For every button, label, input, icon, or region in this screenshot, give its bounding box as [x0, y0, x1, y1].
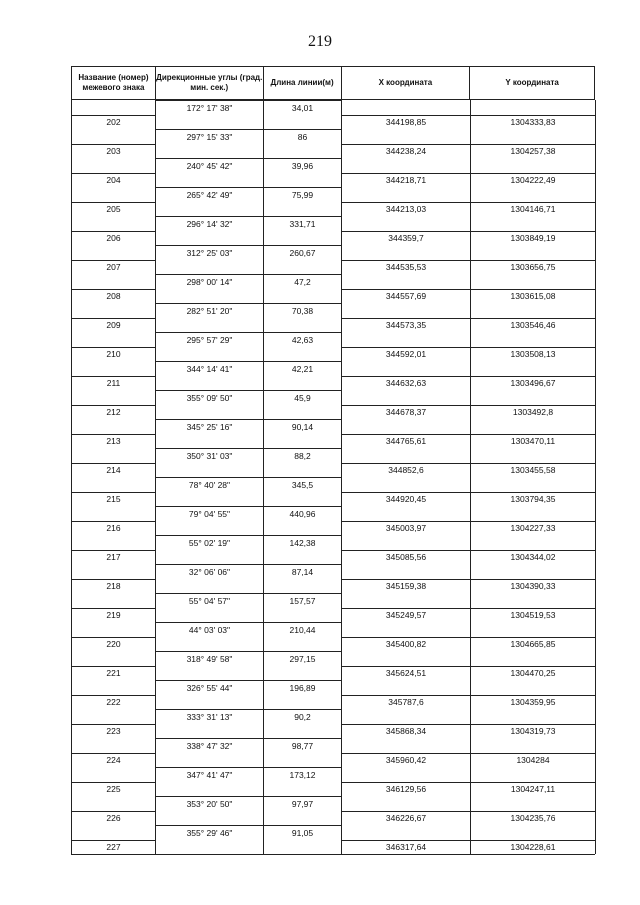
segment-length: 196,89	[264, 680, 342, 695]
segment-x-cell	[342, 361, 471, 376]
segment-x-cell	[342, 535, 471, 550]
point-name: 211	[72, 376, 156, 391]
segment-angle: 326° 55' 44"	[156, 680, 264, 695]
point-name: 221	[72, 666, 156, 681]
point-length-cell	[264, 492, 342, 507]
segment-length: 297,15	[264, 651, 342, 666]
point-y: 1303470,11	[471, 434, 596, 449]
segment-angle: 282° 51' 20"	[156, 303, 264, 318]
point-name: 220	[72, 637, 156, 652]
segment-name-cell	[72, 448, 156, 463]
point-y: 1303455,58	[471, 463, 596, 478]
point-y: 1303508,13	[471, 347, 596, 362]
segment-x-cell	[342, 564, 471, 579]
segment-length: 45,9	[264, 390, 342, 405]
segment-length: 87,14	[264, 564, 342, 579]
segment-y-cell	[471, 564, 596, 579]
point-length-cell	[264, 434, 342, 449]
point-length-cell	[264, 840, 342, 855]
point-name: 202	[72, 115, 156, 130]
point-angle-cell	[156, 173, 264, 188]
point-x: 344678,37	[342, 405, 471, 420]
segment-y-cell	[471, 506, 596, 521]
point-y: 1304470,25	[471, 666, 596, 681]
point-x: 345249,57	[342, 608, 471, 623]
segment-x-cell	[342, 622, 471, 637]
segment-length: 90,14	[264, 419, 342, 434]
point-x: 345159,38	[342, 579, 471, 594]
segment-length: 42,21	[264, 361, 342, 376]
segment-y-cell	[471, 680, 596, 695]
point-y: 1304228,61	[471, 840, 596, 855]
point-length-cell	[264, 550, 342, 565]
segment-x-cell	[342, 796, 471, 811]
header-y: Y координата	[470, 67, 595, 99]
point-x: 344765,61	[342, 434, 471, 449]
point-y: 1304235,76	[471, 811, 596, 826]
segment-name-cell	[72, 274, 156, 289]
point-name: 215	[72, 492, 156, 507]
segment-name-cell	[72, 622, 156, 637]
point-angle-cell	[156, 579, 264, 594]
point-y: 1304247,11	[471, 782, 596, 797]
point-x: 345960,42	[342, 753, 471, 768]
point-x: 344557,69	[342, 289, 471, 304]
segment-length: 173,12	[264, 767, 342, 782]
point-name: 212	[72, 405, 156, 420]
segment-length: 440,96	[264, 506, 342, 521]
point-y: 1303492,8	[471, 405, 596, 420]
segment-angle: 345° 25' 16"	[156, 419, 264, 434]
point-length-cell	[264, 521, 342, 536]
point-length-cell	[264, 724, 342, 739]
point-angle-cell	[156, 376, 264, 391]
segment-angle: 55° 02' 19"	[156, 535, 264, 550]
point-angle-cell	[156, 202, 264, 217]
point-x: 345868,34	[342, 724, 471, 739]
segment-angle: 32° 06' 06"	[156, 564, 264, 579]
point-angle-cell	[156, 637, 264, 652]
point-name: 224	[72, 753, 156, 768]
point-x: 344213,03	[342, 202, 471, 217]
segment-name-cell	[72, 535, 156, 550]
point-angle-cell	[156, 811, 264, 826]
point-length-cell	[264, 231, 342, 246]
segment-y-cell	[471, 796, 596, 811]
segment-name-cell	[72, 158, 156, 173]
point-angle-cell	[156, 347, 264, 362]
segment-name-cell	[72, 651, 156, 666]
segment-x-cell	[342, 216, 471, 231]
segment-angle: 55° 04' 57"	[156, 593, 264, 608]
segment-angle: 78° 40' 28"	[156, 477, 264, 492]
segment-length: 70,38	[264, 303, 342, 318]
segment-x-cell	[342, 303, 471, 318]
point-y: 1303794,35	[471, 492, 596, 507]
segment-name-cell	[72, 506, 156, 521]
segment-x-cell	[342, 448, 471, 463]
segment-angle: 79° 04' 55"	[156, 506, 264, 521]
point-name: 218	[72, 579, 156, 594]
point-name: 223	[72, 724, 156, 739]
point-angle-cell	[156, 782, 264, 797]
point-y: 1304519,53	[471, 608, 596, 623]
point-length-cell	[264, 579, 342, 594]
point-x: 344592,01	[342, 347, 471, 362]
segment-y-cell	[471, 738, 596, 753]
segment-angle: 338° 47' 32"	[156, 738, 264, 753]
point-y: 1304146,71	[471, 202, 596, 217]
table-header	[71, 66, 595, 100]
point-angle-cell	[156, 695, 264, 710]
point-name: 209	[72, 318, 156, 333]
header-name: Название (номер) межевого знака	[72, 67, 156, 99]
segment-y-cell	[471, 216, 596, 231]
point-angle-cell	[156, 550, 264, 565]
segment-length: 157,57	[264, 593, 342, 608]
segment-y-cell	[471, 129, 596, 144]
segment-length: 75,99	[264, 187, 342, 202]
segment-angle: 296° 14' 32"	[156, 216, 264, 231]
point-x: 345624,51	[342, 666, 471, 681]
point-x: 344632,63	[342, 376, 471, 391]
point-name: 225	[72, 782, 156, 797]
segment-length: 42,63	[264, 332, 342, 347]
segment-x-cell	[342, 506, 471, 521]
segment-x-cell	[342, 709, 471, 724]
header-length: Длина линии(м)	[264, 67, 342, 99]
point-length-cell	[264, 463, 342, 478]
segment-y-cell	[471, 767, 596, 782]
segment-length: 47,2	[264, 274, 342, 289]
segment-name-cell	[72, 593, 156, 608]
point-y: 1304227,33	[471, 521, 596, 536]
point-name: 217	[72, 550, 156, 565]
point-x: 346317,64	[342, 840, 471, 855]
segment-x-cell	[342, 680, 471, 695]
point-length-cell	[264, 260, 342, 275]
point-y: 1303656,75	[471, 260, 596, 275]
segment-x-cell	[342, 390, 471, 405]
point-angle-cell	[156, 144, 264, 159]
point-name: 214	[72, 463, 156, 478]
point-x: 344359,7	[342, 231, 471, 246]
segment-name-cell	[72, 129, 156, 144]
segment-y-cell	[471, 825, 596, 840]
point-name: 208	[72, 289, 156, 304]
segment-angle: 350° 31' 03"	[156, 448, 264, 463]
segment-name-cell	[72, 680, 156, 695]
point-x: 345003,97	[342, 521, 471, 536]
segment-y-cell	[471, 709, 596, 724]
segment-name-cell	[72, 187, 156, 202]
segment-x-cell	[342, 419, 471, 434]
point-length-cell	[264, 347, 342, 362]
point-x: 345085,56	[342, 550, 471, 565]
point-y: 1303496,67	[471, 376, 596, 391]
segment-y-cell	[471, 535, 596, 550]
point-angle-cell	[156, 463, 264, 478]
point-name: 204	[72, 173, 156, 188]
point-y: 1303849,19	[471, 231, 596, 246]
point-name: 219	[72, 608, 156, 623]
page-number: 219	[308, 33, 332, 50]
point-x: 344920,45	[342, 492, 471, 507]
segment-y-cell	[471, 477, 596, 492]
segment-y-cell	[471, 332, 596, 347]
point-length-cell	[264, 782, 342, 797]
segment-length: 39,96	[264, 158, 342, 173]
point-name: 216	[72, 521, 156, 536]
segment-angle: 355° 09' 50"	[156, 390, 264, 405]
point-length-cell	[264, 811, 342, 826]
segment-angle: 355° 29' 46"	[156, 825, 264, 840]
point-angle-cell	[156, 231, 264, 246]
point-y: 1304284	[471, 753, 596, 768]
point-x: 344198,85	[342, 115, 471, 130]
segment-length: 91,05	[264, 825, 342, 840]
point-y: 1304390,33	[471, 579, 596, 594]
segment-angle: 353° 20' 50"	[156, 796, 264, 811]
segment-angle: 333° 31' 13"	[156, 709, 264, 724]
segment-angle: 240° 45' 42"	[156, 158, 264, 173]
point-length-cell	[264, 608, 342, 623]
segment-angle: 298° 00' 14"	[156, 274, 264, 289]
segment-y-cell	[471, 390, 596, 405]
segment-y-cell	[471, 274, 596, 289]
segment-x-cell	[342, 825, 471, 840]
point-length-cell	[264, 318, 342, 333]
point-length-cell	[264, 289, 342, 304]
segment-x-cell	[342, 129, 471, 144]
segment-length: 34,01	[264, 100, 342, 115]
coordinates-table	[71, 66, 595, 855]
point-angle-cell	[156, 521, 264, 536]
point-angle-cell	[156, 492, 264, 507]
point-angle-cell	[156, 840, 264, 855]
segment-x-cell	[342, 477, 471, 492]
point-length-cell	[264, 115, 342, 130]
segment-name-cell	[72, 709, 156, 724]
header-x: X координата	[342, 67, 471, 99]
point-angle-cell	[156, 318, 264, 333]
segment-angle: 295° 57' 29"	[156, 332, 264, 347]
segment-x-cell	[342, 332, 471, 347]
segment-x-cell	[342, 593, 471, 608]
point-x: 344218,71	[342, 173, 471, 188]
point-name: 203	[72, 144, 156, 159]
point-angle-cell	[156, 289, 264, 304]
segment-name-cell	[72, 564, 156, 579]
point-y: 1304319,73	[471, 724, 596, 739]
segment-x-cell	[342, 651, 471, 666]
segment-length: 210,44	[264, 622, 342, 637]
point-y: 1303615,08	[471, 289, 596, 304]
segment-angle: 347° 41' 47"	[156, 767, 264, 782]
point-y: 1303546,46	[471, 318, 596, 333]
point-x: 346226,67	[342, 811, 471, 826]
segment-angle: 265° 42' 49"	[156, 187, 264, 202]
segment-name-cell	[72, 767, 156, 782]
segment-length: 142,38	[264, 535, 342, 550]
point-name: 226	[72, 811, 156, 826]
segment-y-cell	[471, 448, 596, 463]
point-angle-cell	[156, 753, 264, 768]
segment-x-cell	[342, 187, 471, 202]
segment-y-cell	[471, 245, 596, 260]
point-x: 344573,35	[342, 318, 471, 333]
segment-y-cell	[471, 361, 596, 376]
segment-y-cell	[471, 100, 596, 115]
segment-y-cell	[471, 187, 596, 202]
segment-name-cell	[72, 332, 156, 347]
segment-y-cell	[471, 158, 596, 173]
point-length-cell	[264, 173, 342, 188]
point-length-cell	[264, 695, 342, 710]
segment-angle: 297° 15' 33"	[156, 129, 264, 144]
segment-y-cell	[471, 651, 596, 666]
point-x: 346129,56	[342, 782, 471, 797]
segment-length: 90,2	[264, 709, 342, 724]
point-length-cell	[264, 202, 342, 217]
segment-x-cell	[342, 245, 471, 260]
point-y: 1304222,49	[471, 173, 596, 188]
point-y: 1304333,83	[471, 115, 596, 130]
segment-name-cell	[72, 390, 156, 405]
segment-angle: 172° 17' 38"	[156, 100, 264, 115]
segment-x-cell	[342, 274, 471, 289]
point-length-cell	[264, 666, 342, 681]
segment-x-cell	[342, 738, 471, 753]
segment-name-cell	[72, 361, 156, 376]
point-name: 227	[72, 840, 156, 855]
segment-x-cell	[342, 767, 471, 782]
segment-name-cell	[72, 245, 156, 260]
point-angle-cell	[156, 115, 264, 130]
point-name: 206	[72, 231, 156, 246]
segment-angle: 344° 14' 41"	[156, 361, 264, 376]
segment-y-cell	[471, 303, 596, 318]
segment-y-cell	[471, 419, 596, 434]
point-angle-cell	[156, 405, 264, 420]
segment-length: 260,67	[264, 245, 342, 260]
point-length-cell	[264, 376, 342, 391]
segment-angle: 44° 03' 03"	[156, 622, 264, 637]
point-name: 222	[72, 695, 156, 710]
segment-name-cell	[72, 419, 156, 434]
point-x: 344535,53	[342, 260, 471, 275]
point-name: 207	[72, 260, 156, 275]
point-angle-cell	[156, 666, 264, 681]
segment-name-cell	[72, 216, 156, 231]
header-angle: Дирекционные углы (град. мин. сек.)	[156, 67, 264, 99]
point-angle-cell	[156, 434, 264, 449]
segment-name-cell	[72, 100, 156, 115]
point-x: 344852,6	[342, 463, 471, 478]
point-y: 1304344,02	[471, 550, 596, 565]
segment-name-cell	[72, 477, 156, 492]
point-length-cell	[264, 144, 342, 159]
segment-name-cell	[72, 825, 156, 840]
segment-length: 345,5	[264, 477, 342, 492]
point-x: 345787,6	[342, 695, 471, 710]
point-y: 1304257,38	[471, 144, 596, 159]
point-angle-cell	[156, 608, 264, 623]
point-angle-cell	[156, 724, 264, 739]
point-length-cell	[264, 405, 342, 420]
point-x: 344238,24	[342, 144, 471, 159]
point-y: 1304665,85	[471, 637, 596, 652]
point-name: 213	[72, 434, 156, 449]
segment-name-cell	[72, 738, 156, 753]
segment-length: 98,77	[264, 738, 342, 753]
point-name: 205	[72, 202, 156, 217]
segment-y-cell	[471, 593, 596, 608]
point-y: 1304359,95	[471, 695, 596, 710]
segment-y-cell	[471, 622, 596, 637]
segment-x-cell	[342, 100, 471, 115]
segment-length: 331,71	[264, 216, 342, 231]
segment-angle: 312° 25' 03"	[156, 245, 264, 260]
segment-name-cell	[72, 796, 156, 811]
segment-length: 86	[264, 129, 342, 144]
segment-x-cell	[342, 158, 471, 173]
segment-name-cell	[72, 303, 156, 318]
segment-angle: 318° 49' 58"	[156, 651, 264, 666]
point-length-cell	[264, 637, 342, 652]
table-body	[71, 100, 595, 855]
segment-length: 97,97	[264, 796, 342, 811]
point-x: 345400,82	[342, 637, 471, 652]
segment-length: 88,2	[264, 448, 342, 463]
point-angle-cell	[156, 260, 264, 275]
point-length-cell	[264, 753, 342, 768]
point-name: 210	[72, 347, 156, 362]
